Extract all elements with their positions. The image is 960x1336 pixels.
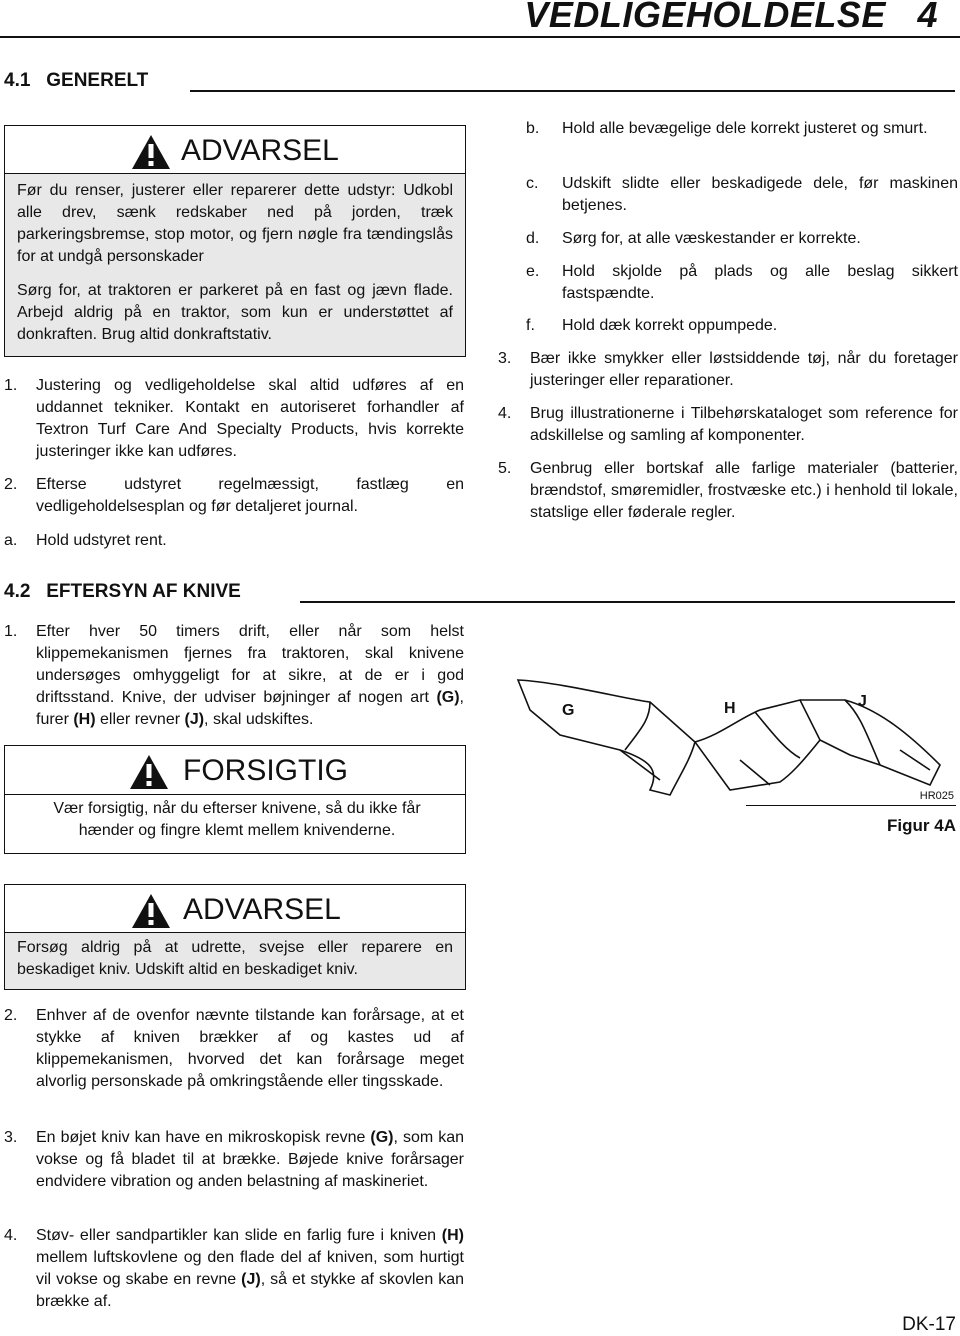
text-run: Efter hver 50 timers drift, eller når som helst klippemekanismen fjernes fra traktoren, skal knivene undersøges omhyggeligt for at sikre, at de er i god driftsstand. Knive, der udviser bøjninger af nogen art [36,623,464,706]
section-heading-4-2: 4.2 EFTERSYN AF KNIVE [4,581,241,602]
figure-code: HR025 [919,790,954,802]
ref-h: (H) [73,711,96,728]
list-item-text: Enhver af de ovenfor nævnte tilstande kan forårsage, at et stykke af kniven brækker af og kastes ud af klippemekanismen, hvorved det kan forårsage meget alvorlig personskade på omkringstående eller tingsskade. [36,1007,464,1090]
list-item [498,348,958,392]
text-run: , så et stykke af skovlen kan brække af. [36,1271,465,1310]
list-item-number: 1. [4,377,18,394]
list-item-text: Bær ikke smykker eller løstsiddende tøj, når du foretager justeringer eller reparationer. [530,350,958,389]
warning-body [5,173,465,356]
ref-j: (J) [241,1271,261,1288]
warning-triangle-icon [131,893,171,929]
caution-title: FORSIGTIG [183,754,348,787]
list-item-text: Hold udstyret rent. [36,532,167,549]
ref-j: (J) [184,711,205,728]
list-item-number: 1. [4,623,18,640]
list-item-letter: a. [4,532,18,549]
warning-box [4,884,466,990]
warning-title: ADVARSEL [183,893,341,926]
list-item-number: 4. [4,1227,18,1244]
text-run: En bøjet kniv kan have en mikroskopisk revne [36,1129,371,1146]
list-item-text: Hold alle bevægelige dele korrekt justeret og smurt. [562,120,928,137]
list-item-text: Sørg for, at alle væskestander er korrekte. [562,230,861,247]
header-title: VEDLIGEHOLDELSE [524,0,886,35]
page-number: DK-17 [902,1314,956,1335]
list-item-number: 4. [498,405,512,422]
list-item [4,1127,464,1215]
list-item-number: 3. [498,350,512,367]
list-item-text [36,1127,464,1193]
page-header [524,0,938,36]
warning-title: ADVARSEL [181,134,339,167]
ref-h: (H) [441,1227,464,1244]
list-item [4,1225,464,1313]
figure-label-h: H [724,700,736,717]
list-item [498,261,958,305]
text-run: , furer [36,689,464,728]
list-item-text: Brug illustrationerne i Tilbehørskataloget som reference for adskillelse og samling af komponenter. [530,405,958,444]
list-item-text [36,1225,464,1313]
list-item [4,474,464,518]
caution-box [4,745,466,854]
warning-paragraph: Sørg for, at traktoren er parkeret på en fast og jævn flade. Arbejd aldrig på en traktor, som kun er understøttet af donkraften. Brug altid donkraftstativ. [17,282,453,343]
blade-diagram [500,640,960,800]
ref-g: (G) [436,689,460,706]
list-item-text: Udskift slidte eller beskadigede dele, før maskinen betjenes. [562,175,958,214]
list-item-text: Genbrug eller bortskaf alle farlige materialer (batterier, brændstof, smøremidler, frostvæske etc.) i henhold til lokale, statslige eller føderale regler. [530,460,958,521]
list-item [498,228,958,250]
header-rule [0,36,960,38]
text-run: , skal udskiftes. [204,711,314,728]
list-item-letter: d. [526,230,540,247]
list-item-number: 5. [498,460,512,477]
list-item-text: Justering og vedligeholdelse skal altid udføres af en uddannet tekniker. Kontakt en autoriseret forhandler af Textron Turf Care And Specialty Products, hvis korrekte justeringer ikke kan udføres. [36,377,464,460]
caution-rule [5,794,465,795]
list-item [4,1005,464,1115]
list-item-letter: e. [526,263,540,280]
ref-g: (G) [370,1129,394,1146]
warning-box [4,125,466,357]
list-item [498,403,958,447]
list-item [4,621,464,731]
header-chapter: 4 [917,0,938,35]
text-run: Støv- eller sandpartikler kan slide en farlig fure i kniven [36,1227,442,1244]
caution-text: Vær forsigtig, når du efterser knivene, så du ikke får hænder og fingre klemt mellem knivenderne. [53,800,421,839]
warning-triangle-icon [129,754,169,790]
list-item-letter: c. [526,175,539,192]
figure-caption: Figur 4A [887,816,956,835]
list-item-text: Hold skjolde på plads og alle beslag sikkert fastspændte. [562,263,958,302]
list-item [498,173,958,217]
text-run: mellem luftskovlene og den flade del af kniven, som hurtigt vil vokse og skabe en revne [36,1249,464,1288]
list-item-text: Hold dæk korrekt oppumpede. [562,317,778,334]
list-item-number: 3. [4,1129,18,1146]
list-item-text [36,621,464,731]
list-item-letter: f. [526,317,535,334]
list-item [498,458,958,524]
list-item-number: 2. [4,476,18,493]
section-heading-4-1: 4.1 GENERELT [4,70,149,91]
section-rule-4-2 [300,601,955,603]
section-rule-4-1 [190,90,955,92]
figure-label-j: J [858,693,867,710]
figure-code-rule [746,805,956,806]
list-item [498,118,958,162]
warning-body [5,932,465,989]
text-run: , som kan vokse og få bladet til at brække. Bøjede knive forårsager endvidere vibration og anden belastning af maskineriet. [36,1129,464,1190]
text-run: eller revner [95,711,185,728]
list-item [498,315,958,337]
figure-4a [500,640,960,840]
list-item-text: Efterse udstyret regelmæssigt, fastlæg en vedligeholdelsesplan og før detaljeret journal. [36,476,464,515]
figure-label-g: G [562,702,575,719]
list-item [4,375,464,460]
warning-text: Forsøg aldrig på at udrette, svejse eller reparere en beskadiget kniv. Udskift altid en beskadiget kniv. [17,939,453,978]
warning-paragraph: Før du renser, justerer eller reparerer dette udstyr: Udkobl alle drev, sænk redskaber ned på jorden, træk parkeringsbremse, stop motor, og fjern nøgle fra tændingslås for at undgå personskader [17,182,453,265]
list-item-number: 2. [4,1007,18,1024]
list-item-letter: b. [526,120,540,137]
warning-triangle-icon [131,134,171,170]
list-item [4,530,464,552]
